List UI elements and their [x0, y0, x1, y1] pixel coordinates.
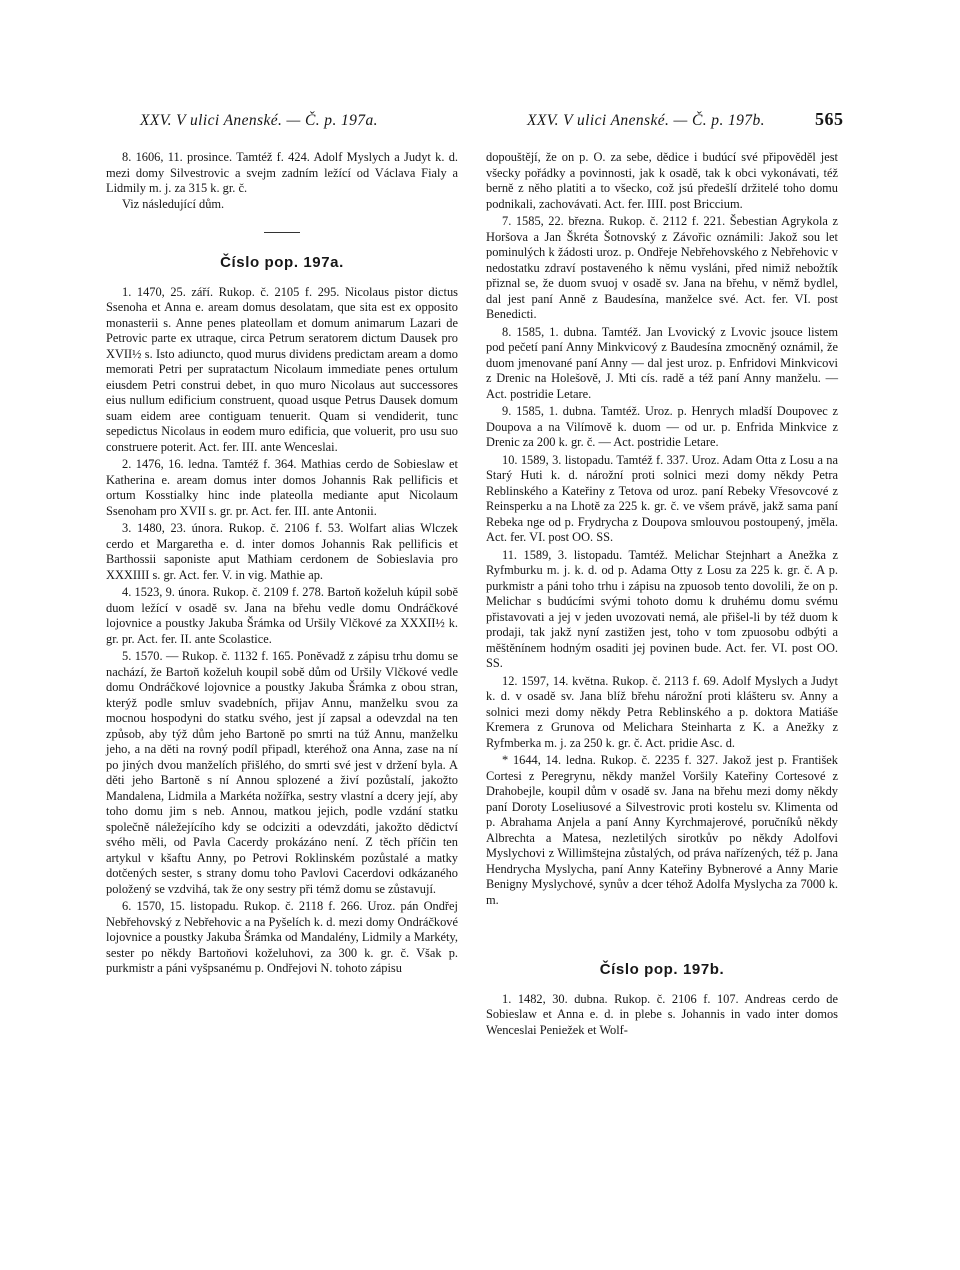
page-number: 565 — [815, 109, 844, 129]
entry-11-197a: 11. 1589, 3. listopadu. Tamtéž. Melichar Stejnhart a Anežka z Ryfmburku m. j. k. d. od p. Adama Otty z Losu za 225 k. gr. č. A p. purkmistr a páni toho trhu i zápisu na zpuosob tento dovolili, že on p. Melichar s budúcími svými tohoto domu k druhému domu svému přistavovati a jej v jeden uvozovati nemá, ale přišel-li by též duom k prodaji, tak jakž nyní zastižen jest, toho v tom zpuosobu odbýti a měštěnínem hodným osaditi jej povinen bude. Act. fer. VI. post OO. SS. — [486, 547, 838, 670]
continuation-text: dopouštějí, že on p. O. za sebe, dědice i budúcí své připověděl jest všecky pořádky a povinnosti, jak k osadě, tak k obci vykonávati, též berně z něho platiti a to všecko, což jsú předešlí držitelé toho domu podnikali, zachovávati. Act. fer. IIII. post Briccium. — [486, 150, 838, 211]
entry-6-197a: 6. 1570, 15. listopadu. Rukop. č. 2118 f. 266. Uroz. pán Ondřej Nebřehovský z Nebřehovic a na Pyšelích k. d. mezi domy Ondráčkové lojovnice a poustky Jakuba Šrámka od Mandalény, Lidmily a Markéty, sester po někdy Bartoňovi koželuhovi, za 300 k. gr. č. Však p. purkmistr a páni vyšpsanému p. Ondřejovi N. tohoto zápisu — [106, 899, 458, 975]
entry-1-197a: 1. 1470, 25. září. Rukop. č. 2105 f. 295. Nicolaus pistor dictus Ssenoha et Anna e. aream domus desolatam, que sita est ex opposito monasterii s. Anne penes plateollam et domum animarum Lazari de Petrovic parte ex utraque, circa Petrum seratorem dictum Dausek pro XVII½ s. Isto adiuncto, quod murus dividens predictam aream a domo memorati Petri per supratactum Nicolaum immediate penes ortulum eiusdem Petri construi debet, in quo muro Nicolaus aut successores eius nullum edificium construent, quoad usque Petrus Dausek domum suam eidem aree contiguam tenuerit. Quam si vendiderit, tunc sepedictus Nicolaus in eodem muro edificia, que voluerit, pro usu suo construere poterit. Act. fer. III. ante Wenceslai. — [106, 284, 458, 454]
right-column — [486, 150, 838, 1038]
entry-1644-197a: * 1644, 14. ledna. Rukop. č. 2235 f. 327. Jakož jest p. František Cortesi z Peregrynu, někdy manžel Voršily Kateřiny Cortesové z Drahobejle, koupil dům v osadě sv. Jana na břehu mezi domy někdy paní Doroty Loseliusové a Silvestrovic proti kostelu sv. Klimenta od p. Abrahama Anjela a paní Anny Kyrchmajerové, poručníků někdy Albrechta a Matesa, nezletilých sirotkův po někdy Adolfovi Myslychovi z Willimštejna zůstalých, od práva nařízených, též p. Jana Hendrycha Myslycha, paní Anny Kateřiny Bybnerové a Anny Marie Benigny Myslychové, synův a dcer téhož Adolfa Myslycha za 7000 k. m. — [486, 753, 838, 907]
running-header-left: XXV. V ulici Anenské. — Č. p. 197a. — [140, 112, 378, 129]
entry-2-197a: 2. 1476, 16. ledna. Tamtéž f. 364. Mathias cerdo de Sobieslaw et Katherina e. aream domus inter domos Johannis Rak pellificis et ortum Kosstialky hinc inde plateolla mediante aput Nicolaum Ssenoham pro XVII s. gr. pr. Act. fer. III. ante Antonii. — [106, 457, 458, 518]
separator-line — [264, 232, 300, 233]
entry-10-197a: 10. 1589, 3. listopadu. Tamtéž f. 337. Uroz. Adam Otta z Losu a na Starý Huti k. d. nárožní proti solnici mezi domy někdy Petra Reblinského a Kateřiny z Tetova od uroz. paní Rebeky Vřesovcové z Reinsperku a na Lhotě za 225 k. gr. č. ve všem právě, jakž sama paní Rebeka nge od p. Frydrycha z Doupova smlouvou postoupený, jměla. Act. fer. VI. post OO. SS. — [486, 452, 838, 544]
entry-8-197a: 8. 1585, 1. dubna. Tamtéž. Jan Lvovický z Lvovic jsouce listem pod pečetí paní Anny Minkvicový z Baudesína zmocněný oznámil, že duom jmenované paní Anny — dal jest uroz. p. Enfridovi Minkvicovi z Drenic na Holešově, J. Mti cís. radě a též paní Anny manželu. — Act. postridie Letare. — [486, 324, 838, 401]
left-column — [106, 150, 458, 977]
entry-12-197a: 12. 1597, 14. května. Rukop. č. 2113 f. 69. Adolf Myslych a Judyt k. d. v osadě sv. Jana blíž břehu nárožní proti klášteru sv. Anny a solnici mezi domy někdy Petra Reblinského a p. doktora Matiáše Kremera z Grunova od Melichara Steinharta z K. a Anežky z Ryfmberka m. j. za 250 k. gr. č. Act. pridie Asc. d. — [486, 673, 838, 750]
entry-8-left: 8. 1606, 11. prosince. Tamtéž f. 424. Adolf Myslych a Judyt k. d. mezi domy Silvestrovic a svejm zadním ležící od Václava Fialy a Lidmily m. j. za 315 k. gr. č. — [106, 150, 458, 195]
running-header-right: XXV. V ulici Anenské. — Č. p. 197b. — [527, 112, 765, 129]
entry-1-197b: 1. 1482, 30. dubna. Rukop. č. 2106 f. 107. Andreas cerdo de Sobieslaw et Anna e. d. in plebe s. Johannis in vado inter domos Wenceslai Peniežek et Wolf- — [486, 991, 838, 1037]
entry-9-197a: 9. 1585, 1. dubna. Tamtéž. Uroz. p. Henrych mladší Doupovec z Doupova a na Vilímově k. duom — od ur. p. Enfrida Minkvice z Drenic za 200 k. gr. č. — Act. postridie Letare. — [486, 404, 838, 449]
see-next-note: Viz následující dům. — [122, 196, 225, 211]
heading-197a: Číslo pop. 197a. — [220, 254, 344, 271]
entry-3-197a: 3. 1480, 23. února. Rukop. č. 2106 f. 53. Wolfart alias Wlczek cerdo et Margaretha e. d. inter domos Johannis Rak pellificis et Barthossii saponiste aput Mathiam cerdonem de Sobieslavia pro XXXIIII s. gr. Act. fer. V. in vig. Mathie ap. — [106, 521, 458, 582]
entry-5-197a: 5. 1570. — Rukop. č. 1132 f. 165. Poněvadž z zápisu trhu domu se nachází, že Bartoň koželuh koupil sobě dům od Uršily Vlčkové vedle domu Ondráčkové lojovnice a poustky Jakuba Šrámka z obou stran, kterýž podle smluv svadebních, přijav Annu, manželku svou za mocnou hospodyni do statku svého, jest jí zapsal a odevzdal na ten způsob, aby týž dům jeho Bartoně po smrti na túž Annu, manželku jeho, a na děti na rovný podíl připadl, kteréhož ona Anna, zase na ní po jiných dvou manželích přišlého, do smrti své jest v držení byla. A děti jeho Bartoně s ní Annou splozené a živí pozůstalí, jakožto Mandalena, Lidmila a Markéta nožířka, sestry vlastní a dcery její, aby toho domu jim s neb. Annou, matkou jejich, podle vzdání statku společně náležejícího kdy se odciziti a odevzdáti, jakožto dědictví svého měli, od Pavla Cacerdy prokázáno není. Z těch příčin ten artykul v kšaftu Anny, po Petrovi Roklinském pozůstalé a matky dotčených sester, s strany domu toho Pavlovi Cacerdovi odkázaného položený se vzdvihá, tak že ony sestry při témž domu se zůstavují. — [106, 649, 458, 896]
entry-7-197a: 7. 1585, 22. března. Rukop. č. 2112 f. 221. Šebestian Agrykola z Horšova a Jan Škréta Šotnovský z Závořic oznámili: Jakož sou let pominulých k žádosti uroz. p. Ondřeje Nebřehovského z Nebřehovic v nedostatku zdraví postaveného k němu vysláni, před nimiž nebožtík přiznal se, že duom svuoj v osadě sv. Jana na břehu, v němž bydlel, dal jest paní Anně z Baudesína, manželce své. Act. fer. VI. post Benedicti. — [486, 214, 838, 321]
heading-197b: Číslo pop. 197b. — [599, 961, 725, 978]
entry-4-197a: 4. 1523, 9. února. Rukop. č. 2109 f. 278. Bartoň koželuh kúpil sobě duom ležící v osadě sv. Jana na břehu vedle domu Ondráčkové lojovnice a poustky Jakuba Šrámka od Uršily Vlčkové za XXXII½ k. gr. pr. Act. fer. II. ante Scolastice. — [106, 585, 458, 646]
